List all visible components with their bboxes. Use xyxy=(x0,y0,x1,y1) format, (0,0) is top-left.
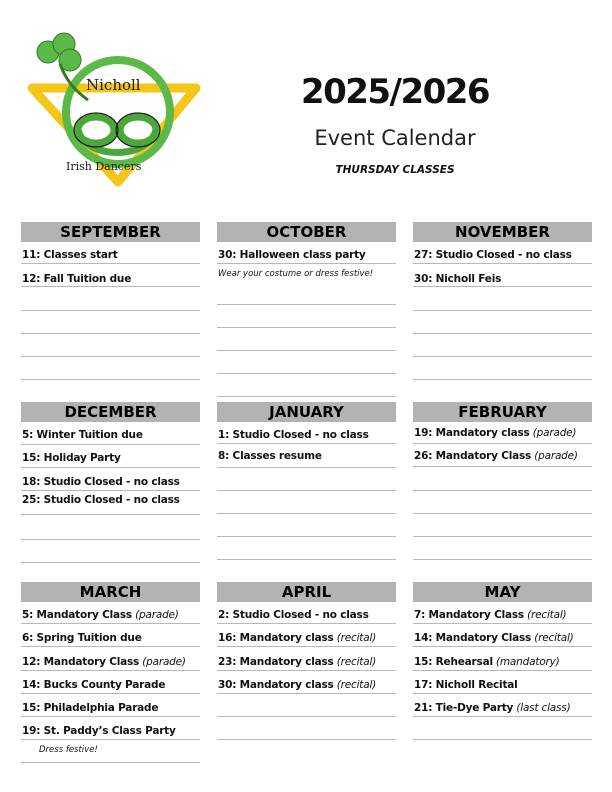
ruled-line xyxy=(21,623,200,624)
event-entry xyxy=(414,427,596,439)
event-text: 14: Mandatory Class xyxy=(414,632,532,644)
month-december xyxy=(21,402,200,587)
ruled-line xyxy=(21,356,200,357)
ruled-line xyxy=(217,304,396,305)
month-rows-february xyxy=(413,422,592,587)
ruled-line xyxy=(217,670,396,671)
event-entry xyxy=(22,476,204,488)
ruled-line xyxy=(21,310,200,311)
ruled-line xyxy=(217,646,396,647)
event-entry xyxy=(22,249,204,261)
ruled-line xyxy=(21,444,200,445)
event-text: 18: Studio Closed - no class xyxy=(22,476,180,488)
ruled-line xyxy=(413,333,592,334)
month-header-february: FEBRUARY xyxy=(413,402,592,422)
event-note: (recital) xyxy=(333,656,377,668)
ruled-line xyxy=(413,513,592,514)
ruled-line xyxy=(413,356,592,357)
event-text: 15: Rehearsal xyxy=(414,656,493,668)
ruled-line xyxy=(217,536,396,537)
event-entry xyxy=(22,452,204,464)
ruled-line xyxy=(217,739,396,740)
event-text: 23: Mandatory class xyxy=(218,656,334,668)
ruled-line xyxy=(413,716,592,717)
month-rows-april xyxy=(217,602,396,767)
month-header-april: APRIL xyxy=(217,582,396,602)
event-entry xyxy=(22,702,204,714)
ruled-line xyxy=(21,286,200,287)
event-entry xyxy=(414,249,596,261)
ruled-line xyxy=(413,286,592,287)
month-header-march: MARCH xyxy=(21,582,200,602)
event-text: 30: Nicholl Feis xyxy=(414,273,502,285)
event-note: (last class) xyxy=(513,702,571,714)
event-subnote: Dress festive! xyxy=(39,745,98,755)
ruled-line xyxy=(413,379,592,380)
event-note: (parade) xyxy=(531,450,578,462)
event-entry xyxy=(22,725,204,737)
event-entry xyxy=(414,450,596,462)
event-entry xyxy=(22,632,204,644)
ruled-line xyxy=(217,467,396,468)
ruled-line xyxy=(217,559,396,560)
event-text: 2: Studio Closed - no class xyxy=(218,609,369,621)
month-rows-march xyxy=(21,602,200,767)
ruled-line xyxy=(217,513,396,514)
event-entry xyxy=(414,656,596,668)
ruled-line xyxy=(217,623,396,624)
ruled-line xyxy=(413,739,592,740)
calendar-subtitle: Event Calendar xyxy=(314,126,476,150)
event-entry xyxy=(218,249,400,261)
month-march xyxy=(21,582,200,767)
ruled-line xyxy=(217,490,396,491)
event-note: (recital) xyxy=(333,632,377,644)
month-header-september: SEPTEMBER xyxy=(21,222,200,242)
month-rows-october xyxy=(217,242,396,407)
ruled-line xyxy=(413,536,592,537)
event-text: 1: Studio Closed - no class xyxy=(218,429,369,441)
logo-text-bottom: Irish Dancers xyxy=(66,160,142,173)
ruled-line xyxy=(413,693,592,694)
ruled-line xyxy=(217,396,396,397)
event-entry xyxy=(218,429,400,441)
ruled-line xyxy=(413,646,592,647)
event-text: 21: Tie-Dye Party xyxy=(414,702,514,714)
calendar-year: 2025/2026 xyxy=(300,72,490,112)
event-text: 27: Studio Closed - no class xyxy=(414,249,572,261)
event-entry xyxy=(22,494,204,506)
month-april xyxy=(217,582,396,767)
event-entry xyxy=(218,656,400,668)
event-note: (recital) xyxy=(333,679,377,691)
ruled-line xyxy=(413,490,592,491)
ruled-line xyxy=(413,310,592,311)
ruled-line xyxy=(217,693,396,694)
ruled-line xyxy=(217,350,396,351)
event-note: (mandatory) xyxy=(492,656,560,668)
month-rows-may xyxy=(413,602,592,767)
month-november xyxy=(413,222,592,407)
event-text: 7: Mandatory Class xyxy=(414,609,524,621)
event-entry xyxy=(414,679,596,691)
ruled-line xyxy=(21,693,200,694)
nicholl-irish-dancers-logo xyxy=(26,30,204,190)
event-entry xyxy=(218,679,400,691)
month-header-january: JANUARY xyxy=(217,402,396,422)
ruled-line xyxy=(21,490,200,491)
ruled-line xyxy=(21,646,200,647)
event-entry xyxy=(414,273,596,285)
month-header-december: DECEMBER xyxy=(21,402,200,422)
ruled-line xyxy=(21,739,200,740)
month-rows-september xyxy=(21,242,200,407)
ruled-line xyxy=(413,443,592,444)
ruled-line xyxy=(413,559,592,560)
ruled-line xyxy=(217,443,396,444)
event-text: 11: Classes start xyxy=(22,249,118,261)
month-september xyxy=(21,222,200,407)
ruled-line xyxy=(21,716,200,717)
ruled-line xyxy=(21,467,200,468)
month-rows-december xyxy=(21,422,200,587)
event-entry xyxy=(22,679,204,691)
event-text: 26: Mandatory Class xyxy=(414,450,532,462)
event-text: 19: Mandatory class xyxy=(414,427,530,439)
event-note: (parade) xyxy=(529,427,577,439)
event-text: 14: Bucks County Parade xyxy=(22,679,166,691)
ruled-line xyxy=(217,327,396,328)
event-text: 12: Fall Tuition due xyxy=(22,273,132,285)
month-may xyxy=(413,582,592,767)
month-rows-january xyxy=(217,422,396,587)
event-text: 5: Winter Tuition due xyxy=(22,429,143,441)
event-text: 16: Mandatory class xyxy=(218,632,334,644)
event-note: (recital) xyxy=(531,632,574,644)
event-entry xyxy=(218,632,400,644)
ruled-line xyxy=(21,762,200,763)
event-entry xyxy=(22,273,204,285)
month-october xyxy=(217,222,396,407)
event-text: 25: Studio Closed - no class xyxy=(22,494,180,506)
ruled-line xyxy=(21,379,200,380)
ruled-line xyxy=(413,466,592,467)
event-entry xyxy=(22,429,204,441)
ruled-line xyxy=(21,333,200,334)
event-text: 30: Mandatory class xyxy=(218,679,334,691)
ruled-line xyxy=(413,670,592,671)
ruled-line xyxy=(217,716,396,717)
month-january xyxy=(217,402,396,587)
month-rows-november xyxy=(413,242,592,407)
event-entry xyxy=(414,632,596,644)
ruled-line xyxy=(21,514,200,515)
event-subnote: Wear your costume or dress festive! xyxy=(218,269,374,279)
ruled-line xyxy=(413,623,592,624)
event-note: (parade) xyxy=(131,609,179,621)
month-header-may: MAY xyxy=(413,582,592,602)
ruled-line xyxy=(217,263,396,264)
month-header-november: NOVEMBER xyxy=(413,222,592,242)
event-entry xyxy=(22,656,204,668)
event-entry xyxy=(414,702,596,714)
event-note: (recital) xyxy=(523,609,567,621)
logo-text-top: Nicholl xyxy=(86,76,141,94)
event-entry xyxy=(22,609,204,621)
ruled-line xyxy=(217,373,396,374)
event-text: 19: St. Paddy’s Class Party xyxy=(22,725,176,737)
class-day-label: THURSDAY CLASSES xyxy=(335,164,455,176)
event-text: 12: Mandatory Class xyxy=(22,656,140,668)
ruled-line xyxy=(21,562,200,563)
event-text: 6: Spring Tuition due xyxy=(22,632,142,644)
event-text: 5: Mandatory Class xyxy=(22,609,132,621)
ruled-line xyxy=(413,263,592,264)
event-text: 17: Nicholl Recital xyxy=(414,679,518,691)
event-text: 30: Halloween class party xyxy=(218,249,366,261)
event-note: (parade) xyxy=(139,656,186,668)
ruled-line xyxy=(21,263,200,264)
event-entry xyxy=(414,609,596,621)
event-entry xyxy=(218,450,400,462)
ruled-line xyxy=(21,539,200,540)
event-text: 15: Holiday Party xyxy=(22,452,121,464)
event-text: 15: Philadelphia Parade xyxy=(22,702,159,714)
ruled-line xyxy=(21,670,200,671)
event-entry xyxy=(218,609,400,621)
event-text: 8: Classes resume xyxy=(218,450,322,462)
month-header-october: OCTOBER xyxy=(217,222,396,242)
month-february xyxy=(413,402,592,587)
